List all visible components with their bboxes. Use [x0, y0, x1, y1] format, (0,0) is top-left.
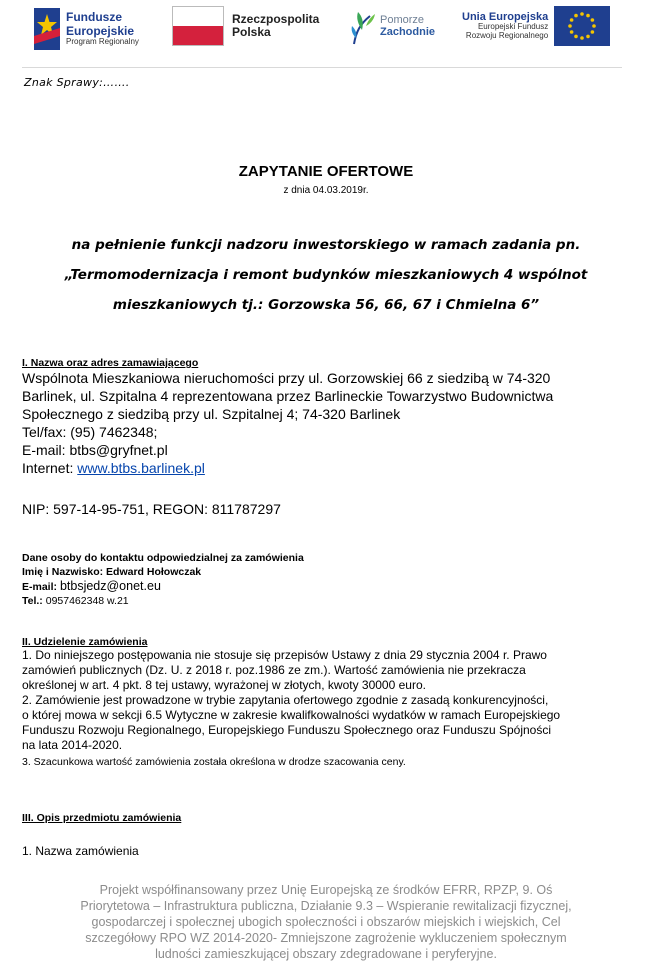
website-link[interactable]: www.btbs.barlinek.pl [77, 460, 205, 476]
contact-name: Imię i Nazwisko: Edward Hołowczak [22, 566, 202, 578]
contact-tel-line [22, 594, 304, 608]
internet-line [22, 459, 553, 477]
section-1-line: Barlinek, ul. Szpitalna 4 reprezentowana przez Barlineckie Towarzystwo Budownictwa [22, 388, 554, 404]
section-1-line: Tel/fax: (95) 7462348; [22, 424, 158, 440]
document-title: ZAPYTANIE OFERTOWE [238, 163, 414, 180]
polish-flag-icon [172, 6, 224, 46]
eu-star-icon [580, 36, 584, 40]
eu-star-icon [592, 24, 596, 28]
eu-star-icon [586, 35, 590, 39]
header-divider [22, 67, 622, 68]
intro-line-2: „Termomodernizacja i remont budynków mieszkaniowych 4 wspólnot [64, 267, 588, 283]
section-3 [22, 812, 181, 824]
eu-star-icon [586, 14, 590, 18]
section-2-line: określonej w art. 4 pkt. 8 tej ustawy, wyrażonej w złotych, kwoty 30000 euro. [22, 678, 426, 692]
footer-line: szczegółowy RPO WZ 2014-2020- Zmniejszone zagrożenie wykluczeniem społecznym [85, 931, 567, 945]
contact-email-line [22, 579, 304, 594]
case-number: Znak Sprawy:……. [24, 76, 130, 89]
section-2-line: zamówień publicznych (Dz. U. z 2018 r. poz.1986 ze zm.). Wartość zamówienia nie przekracza [22, 663, 526, 677]
fe-line2: Europejskie [66, 23, 135, 38]
eu-star-icon [574, 14, 578, 18]
section-3-heading: III. Opis przedmiotu zamówienia [22, 812, 182, 824]
ue-line1: Unia Europejska [462, 11, 549, 24]
contact-heading: Dane osoby do kontaktu odpowiedzialnej za zamówienia [22, 552, 304, 564]
fundusze-europejskie-logo [34, 6, 139, 52]
eu-flag-icon [554, 6, 610, 46]
contact-tel-label: Tel.: [22, 595, 46, 607]
internet-label: Internet: [22, 460, 78, 476]
section-2-line: Funduszu Rozwoju Regionalnego, Europejskiego Funduszu Społecznego oraz Funduszu Spójności [22, 723, 551, 737]
footer-line: ludności zamieszkującej obszary zdegradowane i peryferyjne. [155, 947, 497, 961]
section-2-line: o której mowa w sekcji 6.5 Wytyczne w zakresie kwalifkowalności wydatków w ramach Europejskiego [22, 708, 561, 722]
fe-line1: Fundusze [66, 10, 122, 25]
eu-star-icon [570, 18, 574, 22]
section-1 [22, 357, 553, 477]
footer-line: Projekt współfinansowany przez Unię Europejską ze środków EFRR, RPZP, 9. Oś [99, 883, 553, 897]
pomorze-zachodnie-logo [350, 6, 435, 46]
funding-footer [0, 882, 652, 962]
fe-line3: Program Regionalny [66, 36, 139, 46]
intro-line-1: na pełnienie funkcji nadzoru inwestorskiego w ramach zadania pn. [71, 237, 581, 253]
footer-line: gospodarczej i społecznej ubogich społeczności i obszarów miejskich i wiejskich, Cel [91, 915, 561, 929]
section-3-item-1: 1. Nazwa zamówienia [22, 844, 139, 858]
eu-star-icon [568, 24, 572, 28]
contact-section [22, 551, 304, 608]
nip-regon: NIP: 597-14-95-751, REGON: 811787297 [22, 501, 281, 517]
fe-star-emblem-icon [34, 6, 60, 52]
pomorze-zachodnie-emblem-icon [350, 6, 376, 46]
section-1-heading: I. Nazwa oraz adres zamawiającego [22, 357, 199, 369]
eu-star-icon [591, 18, 595, 22]
section-1-line: Wspólnota Mieszkaniowa nieruchomości przy ul. Gorzowskiej 66 z siedzibą w 74-320 [22, 370, 551, 386]
rp-line2: Polska [232, 25, 271, 39]
section-2-heading: II. Udzielenie zamówienia [22, 636, 148, 648]
contact-tel-value: 0957462348 w.21 [45, 595, 129, 607]
section-2-line: na lata 2014-2020. [22, 738, 123, 752]
footer-line: Priorytetowa – Infrastruktura publiczna, Działanie 9.3 – Wspieranie rewitalizacji fizycznej, [80, 899, 572, 913]
intro-line-3: mieszkaniowych tj.: Gorzowska 56, 66, 67 i Chmielna 6” [112, 297, 540, 313]
section-2 [22, 636, 560, 769]
pz-line1: Pomorze [380, 13, 425, 26]
ue-line2: Europejski Fundusz [477, 22, 549, 32]
contact-email-label: E-mail: [22, 581, 60, 593]
section-1-line: E-mail: btbs@gryfnet.pl [22, 442, 168, 458]
unia-europejska-logo [462, 6, 610, 46]
pz-line2: Zachodnie [380, 26, 436, 38]
eu-star-icon [591, 30, 595, 34]
rp-line1: Rzeczpospolita [232, 11, 320, 26]
eu-star-icon [570, 30, 574, 34]
section-2-line: 1. Do niniejszego postępowania nie stosuje się przepisów Ustawy z dnia 29 stycznia 2004 r. Prawo [22, 648, 547, 662]
ue-line3: Rozwoju Regionalnego [465, 31, 549, 41]
document-date: z dnia 04.03.2019r. [283, 185, 369, 196]
rzeczpospolita-polska-logo [172, 6, 319, 46]
section-2-point-3: 3. Szacunkowa wartość zamówienia została określona w drodze szacowania ceny. [22, 756, 406, 768]
eu-star-icon [580, 12, 584, 16]
eu-star-icon [574, 35, 578, 39]
contact-email-value: btbsjedz@onet.eu [59, 579, 161, 593]
section-1-line: Społecznego z siedzibą przy ul. Szpitalnej 4; 74-320 Barlinek [22, 406, 401, 422]
logo-bar [0, 0, 652, 66]
section-2-line: 2. Zamówienie jest prowadzone w trybie zapytania ofertowego zgodnie z zasadą konkurencyjności, [22, 693, 549, 707]
